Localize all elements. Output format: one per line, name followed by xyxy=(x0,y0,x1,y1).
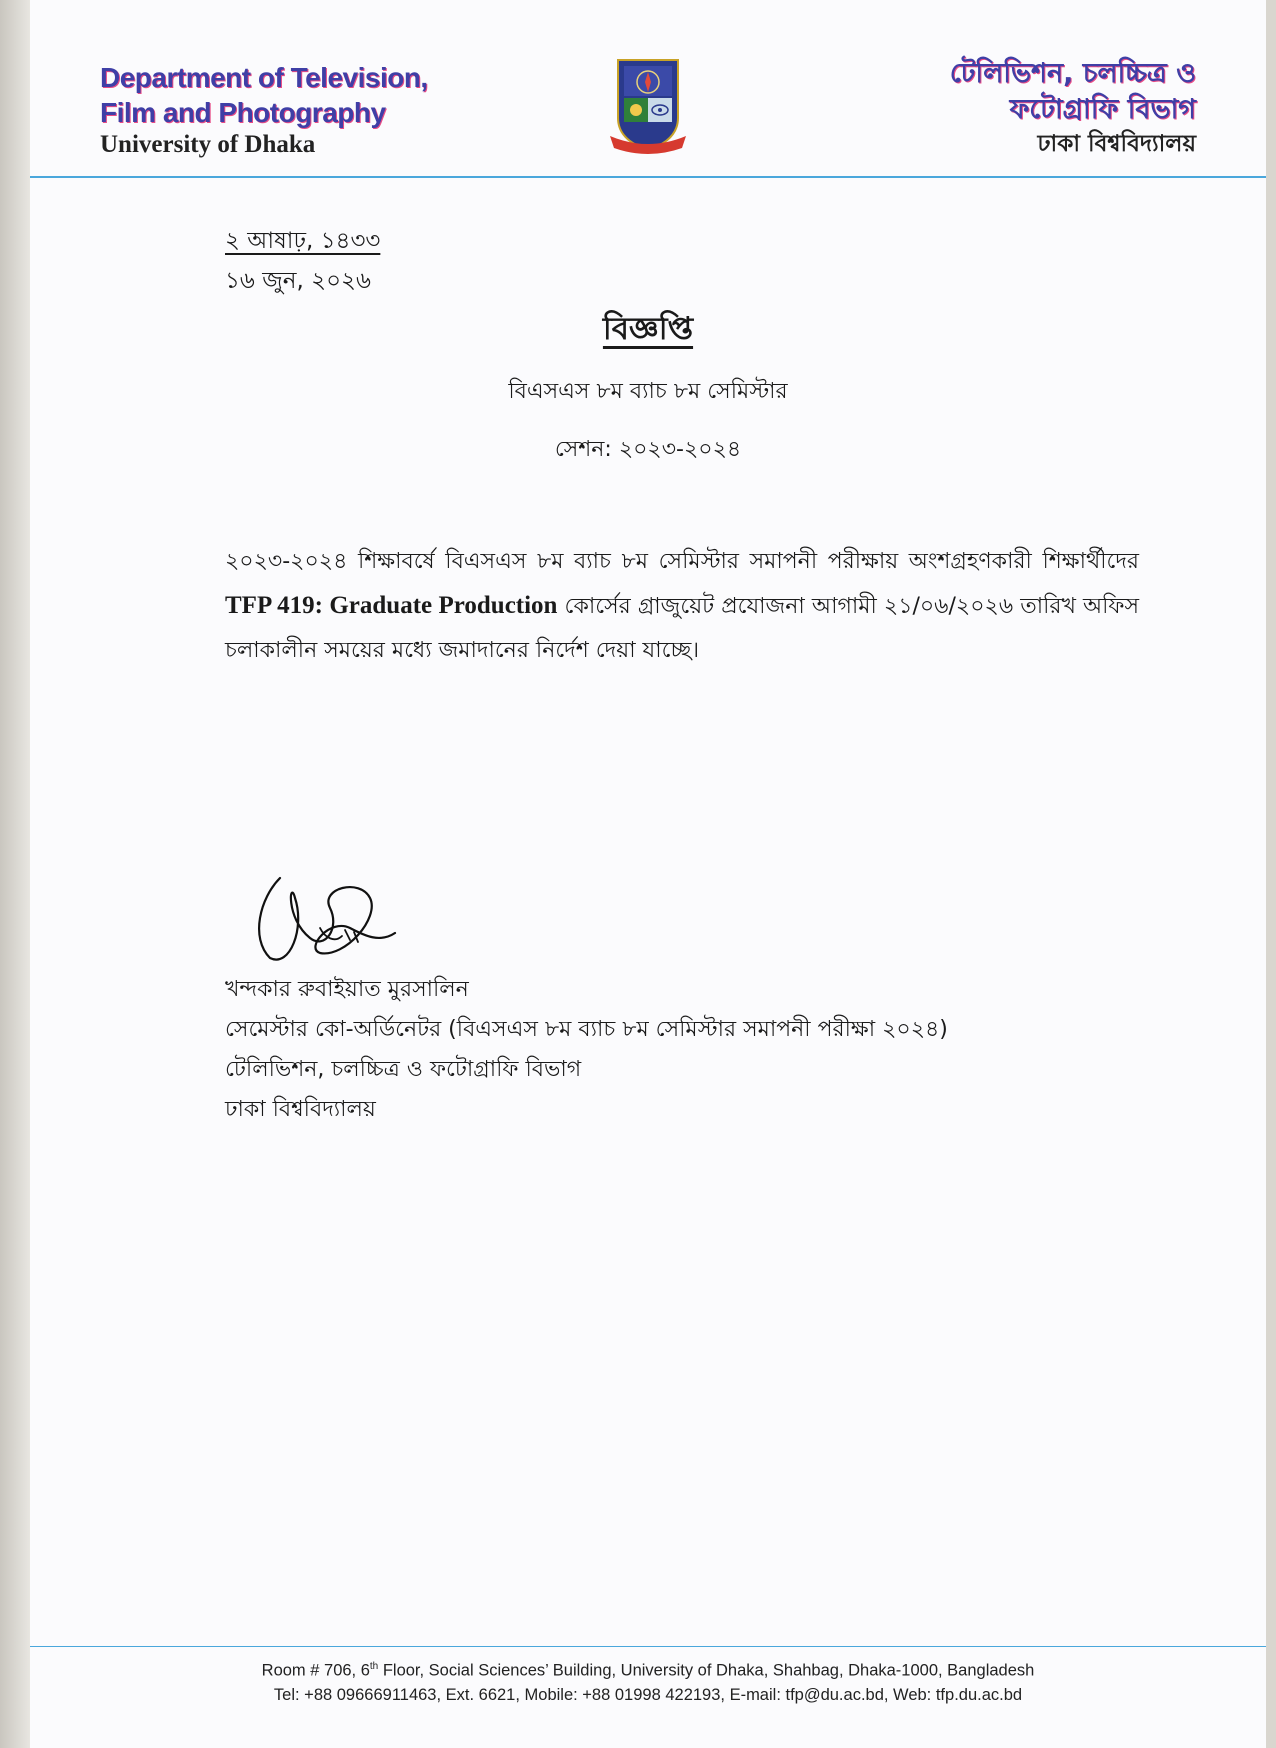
footer-contact: Tel: +88 09666911463, Ext. 6621, Mobile: +88 01998 422193, E-mail: tfp@du.ac.bd, Web: tfp.du.ac.bd xyxy=(273,1685,1023,1704)
scan-edge xyxy=(0,0,30,1748)
gregorian-date: ১৬ জুন, ২০২৬ xyxy=(225,268,371,294)
footer xyxy=(30,1655,1266,1707)
header-divider xyxy=(30,176,1266,178)
header-right xyxy=(950,56,1196,160)
notice-title-text: বিজ্ঞপ্তি xyxy=(602,311,694,347)
footer-address-part2: Floor, Social Sciences’ Building, University of Dhaka, Shahbag, Dhaka-1000, Bangladesh xyxy=(378,1661,1035,1680)
footer-address-sup: th xyxy=(369,1661,379,1672)
body-text-part1: ২০২৩-২০২৪ শিক্ষাবর্ষে বিএসএস ৮ম ব্যাচ ৮ম সেমিস্টার সমাপনী পরীক্ষায় অংশগ্রহণকারী শিক্ষার্থীদের xyxy=(225,549,1139,574)
course-name: TFP 419: Graduate Production xyxy=(225,592,558,619)
notice-subtitle: বিএসএস ৮ম ব্যাচ ৮ম সেমিস্টার xyxy=(508,379,788,404)
notice-session: সেশন: ২০২৩-২০২৪ xyxy=(554,437,742,462)
dept-name-en-line2: Film and Photography xyxy=(100,97,386,128)
signatory-block xyxy=(225,970,948,1130)
signatory-designation: সেমেস্টার কো-অর্ডিনেটর (বিএসএস ৮ম ব্যাচ ৮ম সেমিস্টার সমাপনী পরীক্ষা ২০২৪) xyxy=(225,1017,948,1042)
dept-name-bn-line2: ফটোগ্রাফি বিভাগ xyxy=(1009,94,1196,125)
signatory-university: ঢাকা বিশ্ববিদ্যালয় xyxy=(225,1097,376,1122)
university-name-en: University of Dhaka xyxy=(100,131,316,158)
university-name-bn: ঢাকা বিশ্ববিদ্যালয় xyxy=(1037,131,1196,157)
footer-address-part1: Room # 706, 6 xyxy=(261,1661,370,1680)
handwritten-signature xyxy=(250,858,400,968)
signatory-department: টেলিভিশন, চলচ্চিত্র ও ফটোগ্রাফি বিভাগ xyxy=(225,1057,582,1082)
footer-divider xyxy=(30,1646,1266,1647)
body-text-part2: কোর্সের গ্রাজুয়েট প্রযোজনা আগামী ২১/০৬/২০২৬ তারিখ অফিস চলাকালীন সময়ের মধ্যে জমাদানের নির্দেশ দেয়া যাচ্ছে। xyxy=(225,594,1139,663)
document-page xyxy=(30,0,1266,1748)
bangla-date xyxy=(225,222,380,261)
dept-name-en-line1: Department of Television, xyxy=(100,62,428,93)
signatory-name: খন্দকার রুবাইয়াত মুরসালিন xyxy=(225,977,469,1002)
bangla-date-text: ২ আষাঢ়, ১৪৩৩ xyxy=(225,228,381,254)
notice-body xyxy=(225,540,1139,673)
university-crest-icon xyxy=(608,56,688,156)
dept-name-bn-line1: টেলিভিশন, চলচ্চিত্র ও xyxy=(949,58,1196,89)
notice-title xyxy=(30,305,1266,357)
header-left xyxy=(100,60,428,160)
footer-address xyxy=(30,1655,1266,1683)
